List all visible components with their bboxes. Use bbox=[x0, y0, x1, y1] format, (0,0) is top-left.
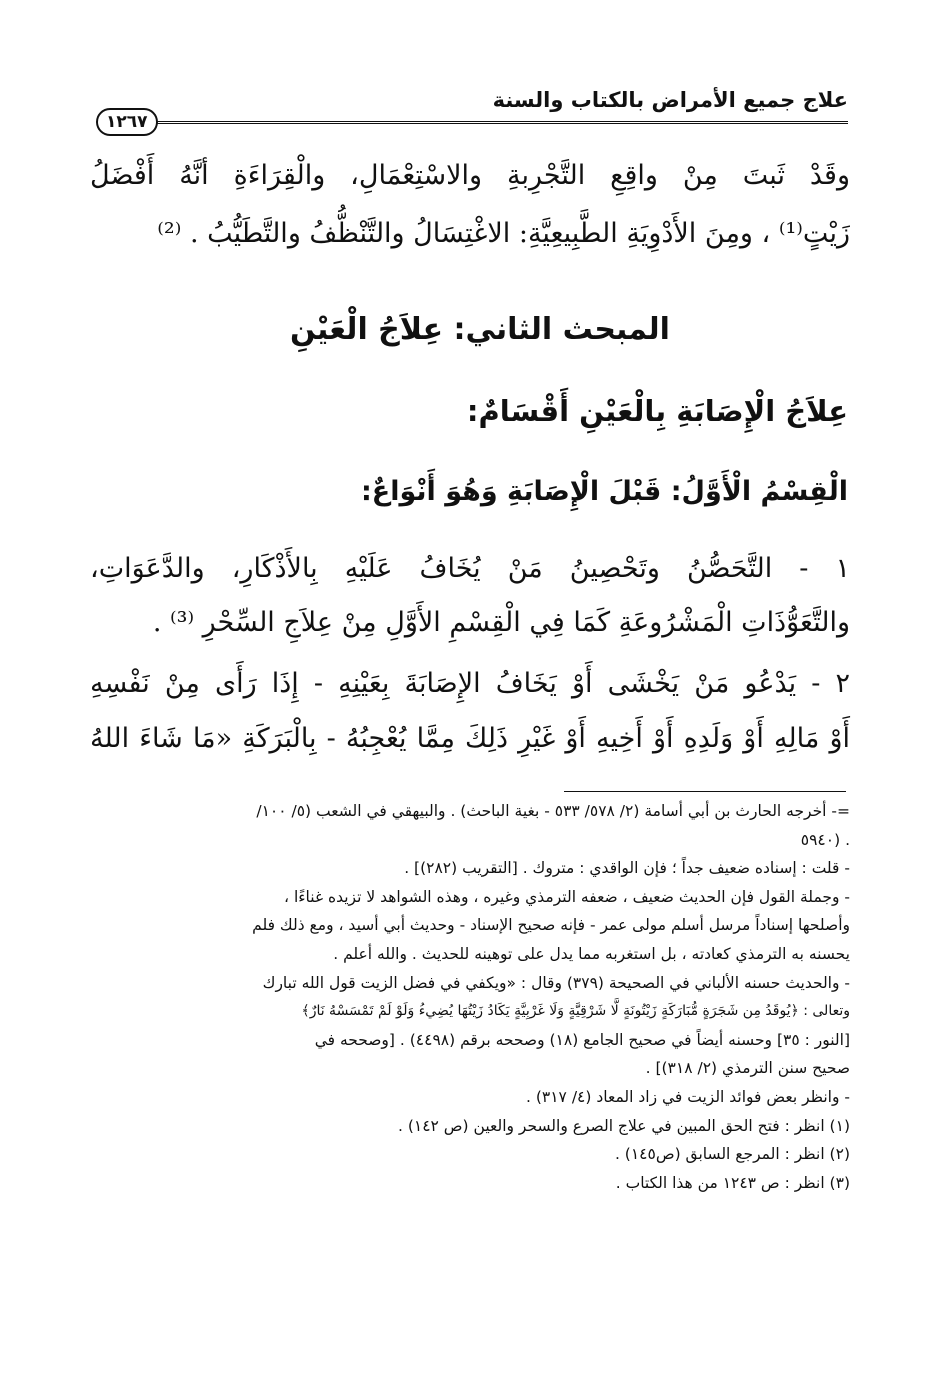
footnote-line: =- أخرجه الحارث بن أبي أسامة (٢/ ٥٧٨/ ٥٣٣ - بغية الباحث) . والبيهقي في الشعب (٥/ ١٠٠/ bbox=[256, 802, 850, 820]
item-1-line-1: ١ - التَّحَصُّنُ وتَحْصِينُ مَنْ يُخَافُ عَلَيْهِ بِالأَذْكَارِ، والدَّعَوَاتِ، bbox=[90, 553, 850, 584]
footnote-line: (٢) انظر : المرجع السابق (ص١٤٥) . bbox=[614, 1145, 850, 1164]
footnote-line: - قلت : إسناده ضعيف جداً ؛ فإن الواقدي : متروك . [التقريب (٢٨٢)] . bbox=[404, 859, 850, 878]
item-1-line-2: والتَّعَوُّذَاتِ الْمَشْرُوعَةِ كَمَا فِي الْقِسْمِ الأَوَّلِ مِنْ عِلاَجِ السِّحْرِ ⁽³⁾ . bbox=[152, 607, 850, 638]
header-rule bbox=[156, 121, 848, 124]
footnote-line: صحيح سنن الترمذي (٢/ ٣١٨)] . bbox=[645, 1059, 850, 1078]
footnotes bbox=[90, 797, 850, 1197]
footnote-line: . (٥٩٤٠ bbox=[800, 830, 850, 849]
footnote-line: - وانظر بعض فوائد الزيت في زاد المعاد (٤/ ٣١٧) . bbox=[526, 1087, 850, 1106]
item-2-line-1: ٢ - يَدْعُو مَنْ يَخْشَى أَوْ يَخَافُ الإِصَابَةَ بِعَيْنِهِ - إِذَا رَأَى مِنْ نَفْسِهِ bbox=[90, 668, 850, 699]
footnote-line: (١) انظر : فتح الحق المبين في علاج الصرع والسحر والعين (ص ١٤٢) . bbox=[397, 1116, 850, 1135]
subheading: عِلاَجُ الْإِصَابَةِ بِالْعَيْنِ أَقْسَامٌ: bbox=[466, 394, 848, 428]
intro-line-2: زَيْتٍ⁽¹⁾ ، ومِنَ الأَدْوِيَةِ الطَّبِيعِيَّةِ: الاغْتِسَالُ والتَّنْظُّفُ والتَّطَيُّبُ . ⁽²⁾ bbox=[157, 218, 850, 249]
footnote-line: [النور : ٣٥] وحسنه أيضاً في صحيح الجامع (١٨) وصححه برقم (٤٤٩٨) . [وصححه في bbox=[314, 1030, 850, 1049]
part-heading: الْقِسْمُ الْأَوَّلُ: قَبْلَ الْإِصَابَةِ وَهُوَ أَنْوَاعٌ: bbox=[361, 476, 848, 507]
footnote-line: - والحديث حسنه الألباني في الصحيحة (٣٧٩) وقال : «ويكفي في فضل الزيت قول الله تبارك bbox=[262, 973, 850, 992]
item-2-line-2: أَوْ مَالِهِ أَوْ وَلَدِهِ أَوْ أَخِيهِ أَوْ غَيْرِ ذَلِكَ مِمَّا يُعْجِبُهُ - بِالْبَرَكَةِ «مَا شَاءَ اللهُ bbox=[90, 723, 850, 754]
footnote-line: - وجملة القول فإن الحديث ضعيف ، ضعفه الترمذي وغيره ، وهذه الشواهد لا تزيده غناءًا ، bbox=[284, 887, 850, 906]
page-header bbox=[96, 88, 848, 138]
running-title: علاج جميع الأمراض بالكتاب والسنة bbox=[492, 88, 848, 112]
footnote-line: وأصلحها إسناداً مرسل أسلم مولى عمر - فإنه صحيح الإسناد - وحديث أبي أسيد ، ومع ذلك فلم bbox=[252, 916, 850, 935]
footnote-line: (٣) انظر : ص ١٢٤٣ من هذا الكتاب . bbox=[615, 1173, 850, 1192]
page-number: ١٢٦٧ bbox=[96, 108, 158, 136]
intro-line-1: وقَدْ ثَبتَ مِنْ واقِعِ التَّجْرِبةِ والاسْتِعْمَالِ، والْقِرَاءَةِ أنَّهُ أَفْضَلُ bbox=[90, 160, 850, 191]
footnote-line: يحسنه به الترمذي كعادته ، بل استغربه مما يدل على توهينه للحديث . والله أعلم . bbox=[333, 944, 850, 963]
footnote-line: وتعالى : ﴿يُوقَدُ مِن شَجَرَةٍ مُّبَارَكَةٍ زَيْتُونَةٍ لَّا شَرْقِيَّةٍ وَلَا غَرْبِيَّةٍ يَكَادُ زَيْتُهَا يُضِيءُ وَلَوْ لَمْ تَمْسَسْهُ نَارٌ﴾ bbox=[301, 1003, 850, 1020]
footnote-separator bbox=[564, 791, 846, 792]
section-title: المبحث الثاني: عِلاَجُ الْعَيْنِ bbox=[290, 312, 670, 347]
